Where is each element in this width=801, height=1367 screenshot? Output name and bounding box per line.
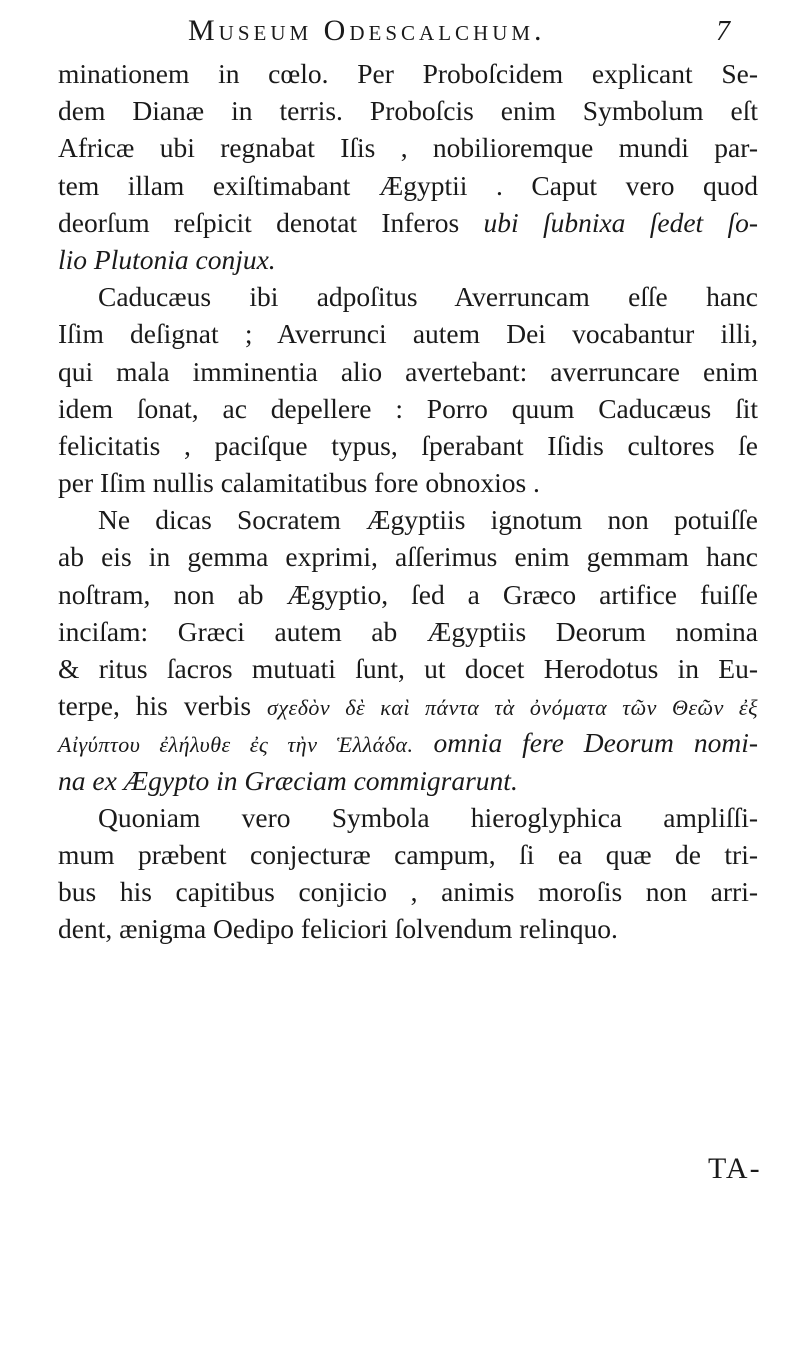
text-line [58,724,758,761]
text-line: idem ſonat, ac depellere : Porro quum Caducæus ſit [58,392,758,424]
page-number: 7 [716,16,730,47]
text-line: dem Dianæ in terris. Proboſcis enim Symbolum eſt [58,95,758,127]
text-line: tem illam exiſtimabant Ægyptii . Caput vero quod [58,169,758,201]
greek-quote: Αἰγύπτου ἐλήλυθε ἐς τὴν Ἑλλάδα. [58,732,414,758]
paragraph-start: Quoniam vero Symbola hieroglyphica ampliſſi- [98,801,758,833]
text-line: noſtram, non ab Ægyptio, ſed a Græco artifice fuiſſe [58,578,758,610]
text-line: minationem in cœlo. Per Proboſcidem explicant Se- [58,58,758,89]
text-line [58,687,758,724]
text-line: Africæ ubi regnabat Iſis , nobilioremque mundi par- [58,132,758,164]
text-line [58,762,758,799]
paragraph-start: Caducæus ibi adpoſitus Averruncam eſſe hanc [98,281,758,313]
catchword: TA- [708,1152,762,1185]
text-line [58,241,758,278]
text-line: Iſim deſignat ; Averrunci autem Dei vocabantur illi, [58,318,758,350]
text-line [58,204,758,241]
text-line: & ritus ſacros mutuati ſunt, ut docet Herodotus in Eu- [58,653,758,684]
italic-quote: omnia fere Deorum nomi- [433,727,759,759]
italic-quote: na ex Ægypto in Græciam commigrarunt. [58,764,518,796]
text-span: terpe, his verbis [58,690,252,722]
italic-quote: ubi ſubnixa ſedet ſo- [483,206,758,238]
text-line: inciſam: Græci autem ab Ægyptiis Deorum nomina [58,615,758,647]
body-text [58,55,758,948]
paragraph-start: Ne dicas Socratem Ægyptiis ignotum non potuiſſe [98,504,758,536]
running-head [58,14,778,50]
text-line: ab eis in gemma exprimi, aſſerimus enim gemmam hanc [58,541,758,573]
text-line: per Iſim nullis calamitatibus fore obnoxios . [58,467,540,499]
text-line: dent, ænigma Oedipo feliciori ſolvendum relinquo. [58,913,618,945]
text-span: deorſum reſpicit denotat Inferos [58,206,460,238]
italic-quote: lio Plutonia conjux. [58,243,276,275]
text-line: bus his capitibus conjicio , animis moroſis non arri- [58,876,758,908]
text-line: felicitatis , paciſque typus, ſperabant Iſidis cultores ſe [58,429,758,461]
text-line: mum præbent conjecturæ campum, ſi ea quæ de tri- [58,838,758,870]
running-title: Museum Odescalchum. [188,14,546,47]
greek-quote: σχεδὸν δὲ καὶ πάντα τὰ ὀνόματα τῶν Θεῶν ἐξ [267,695,758,721]
text-line: qui mala imminentia alio avertebant: averruncare enim [58,355,758,387]
